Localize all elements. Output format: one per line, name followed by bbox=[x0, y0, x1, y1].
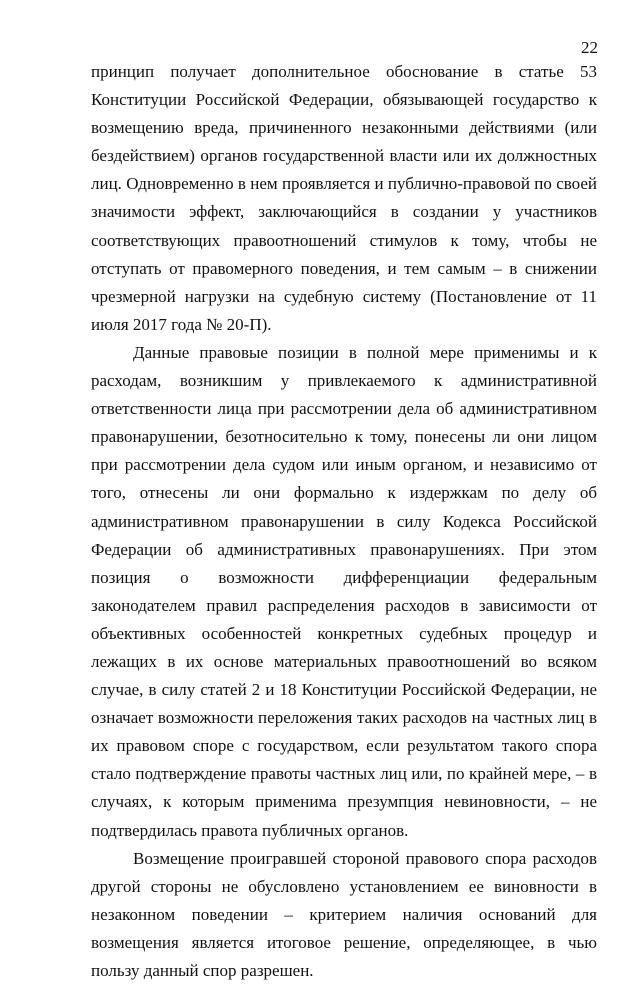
document-body bbox=[91, 58, 597, 985]
paragraph-legal-positions: Данные правовые позиции в полной мере применимы и к расходам, возникшим у привлекаемого к административной ответственности лица при рассмотрении дела об административном правонарушении, безотносительно к тому, понесены ли они лицом при рассмотрении дела судом или иным органом, и независимо от того, отнесены ли они формально к издержкам по делу об административном правонарушении в силу Кодекса Российской Федерации об административных правонарушениях. При этом позиция о возможности дифференциации федеральным законодателем правил распределения расходов в зависимости от объективных особенностей конкретных судебных процедур и лежащих в их основе материальных правоотношений во всяком случае, в силу статей 2 и 18 Конституции Российской Федерации, не означает возможности переложения таких расходов на частных лиц в их правовом споре с государством, если результатом такого спора стало подтверждение правоты частных лиц или, по крайней мере, – в случаях, к которым применима презумпция невиновности, – не подтвердилась правота публичных органов. bbox=[91, 342, 597, 840]
paragraph-continued: принцип получает дополнительное обоснование в статье 53 Конституции Российской Федерации, обязывающей государство к возмещению вреда, причиненного незаконными действиями (или бездействием) органов государственной власти или их должностных лиц. Одновременно в нем проявляется и публично-правовой по своей значимости эффект, заключающийся в создании у участников соответствующих правоотношений стимулов к тому, чтобы не отступать от правомерного поведения, и тем самым – в снижении чрезмерной нагрузки на судебную систему (Постановление от 11 июля 2017 года № 20-П). bbox=[91, 62, 597, 334]
page-number: 22 bbox=[581, 38, 598, 57]
paragraph-compensation: Возмещение проигравшей стороной правового спора расходов другой стороны не обусловлено установлением ее виновности в незаконном поведении – критерием наличия оснований для возмещения является итоговое решение, определяющее, в чью пользу данный спор разрешен. bbox=[91, 848, 597, 980]
